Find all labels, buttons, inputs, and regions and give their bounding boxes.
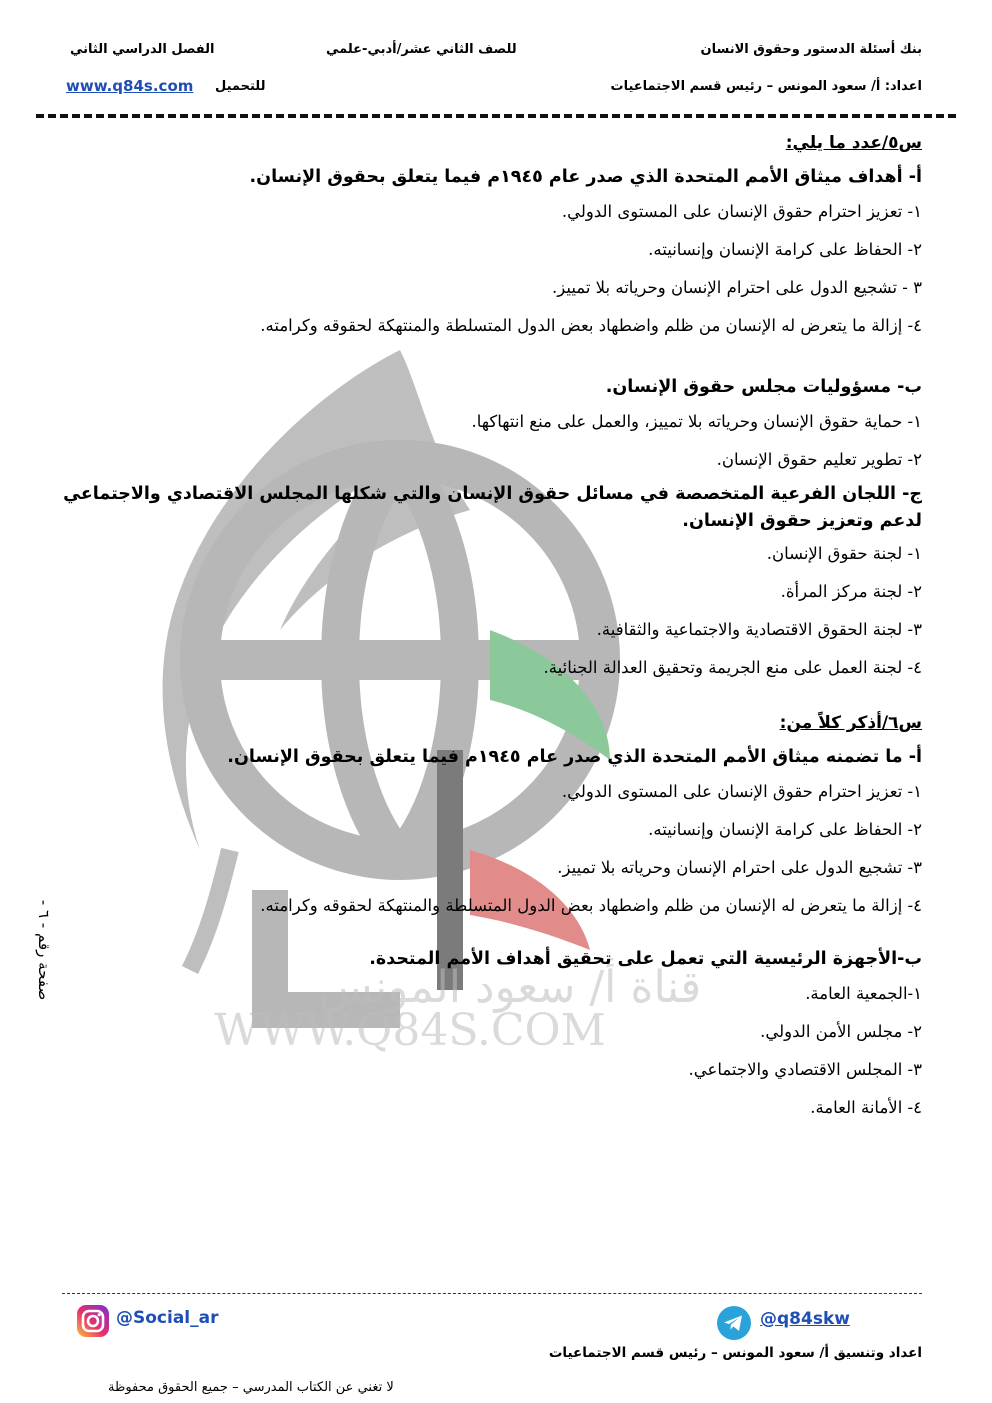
header-title: بنك أسئلة الدستور وحقوق الانسان [700, 42, 922, 57]
list-item: ٢- الحفاظ على كرامة الإنسان وإنسانيته. [648, 240, 922, 259]
list-item: ٢- مجلس الأمن الدولي. [760, 1022, 922, 1041]
footer-divider [62, 1293, 922, 1294]
list-item: ٢- الحفاظ على كرامة الإنسان وإنسانيته. [648, 820, 922, 839]
q6-section-b [62, 943, 922, 1127]
section-heading: أ- ما تضمنه ميثاق الأمم المتحدة الذي صدر عام ١٩٤٥م فيما يتعلق بحقوق الإنسان. [227, 747, 922, 767]
instagram-handle[interactable]: @Social_ar [116, 1308, 219, 1328]
footer-credit: اعداد وتنسيق أ/ سعود المونس – رئيس قسم الاجتماعيات [548, 1345, 922, 1361]
telegram-icon[interactable] [716, 1305, 752, 1341]
list-item: ٢- لجنة مركز المرأة. [780, 582, 922, 601]
header-grade: للصف الثاني عشر/أدبي-علمي [326, 42, 517, 57]
watermark-line2: WWW.Q84S.COM [214, 1005, 606, 1056]
question-5-title: س٥/عدد ما يلي: [785, 133, 922, 153]
q5-section-b [62, 371, 922, 479]
list-item: ١- لجنة حقوق الإنسان. [766, 544, 922, 563]
list-item: ١- حماية حقوق الإنسان وحرياته بلا تمييز، والعمل على منع انتهاكها. [471, 412, 922, 431]
list-item: ٤- إزالة ما يتعرض له الإنسان من ظلم واضطهاد بعض الدول المتسلطة والمنتهكة لحقوقه وكرامته. [260, 316, 922, 335]
header-term: الفصل الدراسي الثاني [70, 42, 215, 57]
list-item: ٢- تطوير تعليم حقوق الإنسان. [716, 450, 922, 469]
q5-section-c [62, 479, 922, 687]
watermark-line1: قناة أ/ سعود المونس [318, 962, 702, 1013]
footer-note: لا تغني عن الكتاب المدرسي – جميع الحقوق محفوظة [108, 1380, 394, 1395]
list-item: ٤- إزالة ما يتعرض له الإنسان من ظلم واضطهاد بعض الدول المتسلطة والمنتهكة لحقوقه وكرامته. [260, 896, 922, 915]
header-divider [36, 114, 956, 118]
list-item: ١-الجمعية العامة. [805, 984, 922, 1003]
section-heading: ب- مسؤوليات مجلس حقوق الإنسان. [605, 377, 922, 397]
list-item: ٣ - تشجيع الدول على احترام الإنسان وحرياته بلا تمييز. [552, 278, 922, 297]
header-author: اعداد: أ/ سعود المونس – رئيس قسم الاجتماعيات [610, 79, 922, 94]
instagram-icon[interactable] [76, 1304, 110, 1338]
list-item: ٤- الأمانة العامة. [810, 1098, 922, 1117]
telegram-handle[interactable]: @q84skw [760, 1309, 850, 1329]
page-number-label: صفحة رقم - ٦ - [35, 899, 53, 1001]
list-item: ١- تعزيز احترام حقوق الإنسان على المستوى الدولي. [561, 782, 922, 801]
list-item: ١- تعزيز احترام حقوق الإنسان على المستوى الدولي. [561, 202, 922, 221]
section-heading: أ- أهداف ميثاق الأمم المتحدة الذي صدر عام ١٩٤٥م فيما يتعلق بحقوق الإنسان. [249, 167, 922, 187]
list-item: ٣- لجنة الحقوق الاقتصادية والاجتماعية والثقافية. [596, 620, 922, 639]
list-item: ٣- تشجيع الدول على احترام الإنسان وحرياته بلا تمييز. [557, 858, 922, 877]
question-content [62, 125, 922, 1127]
section-heading: ب-الأجهزة الرئيسية التي تعمل على تحقيق أهداف الأمم المتحدة. [369, 949, 922, 969]
download-label: للتحميل [215, 79, 266, 94]
list-item: ٣- المجلس الاقتصادي والاجتماعي. [688, 1060, 922, 1079]
section-heading: ج- اللجان الفرعية المتخصصة في مسائل حقوق الإنسان والتي شكلها المجلس الاقتصادي والاجتماعي لدعم وتعزيز حقوق الإنسان. [63, 484, 922, 531]
website-link[interactable]: www.q84s.com [66, 77, 194, 95]
question-6-title: س٦/أذكر كلاً من: [779, 713, 922, 733]
q5-section-a [62, 161, 922, 345]
list-item: ٤- لجنة العمل على منع الجريمة وتحقيق العدالة الجنائية. [543, 658, 922, 677]
page-number-side [32, 885, 56, 1015]
q6-section-a [62, 741, 922, 925]
